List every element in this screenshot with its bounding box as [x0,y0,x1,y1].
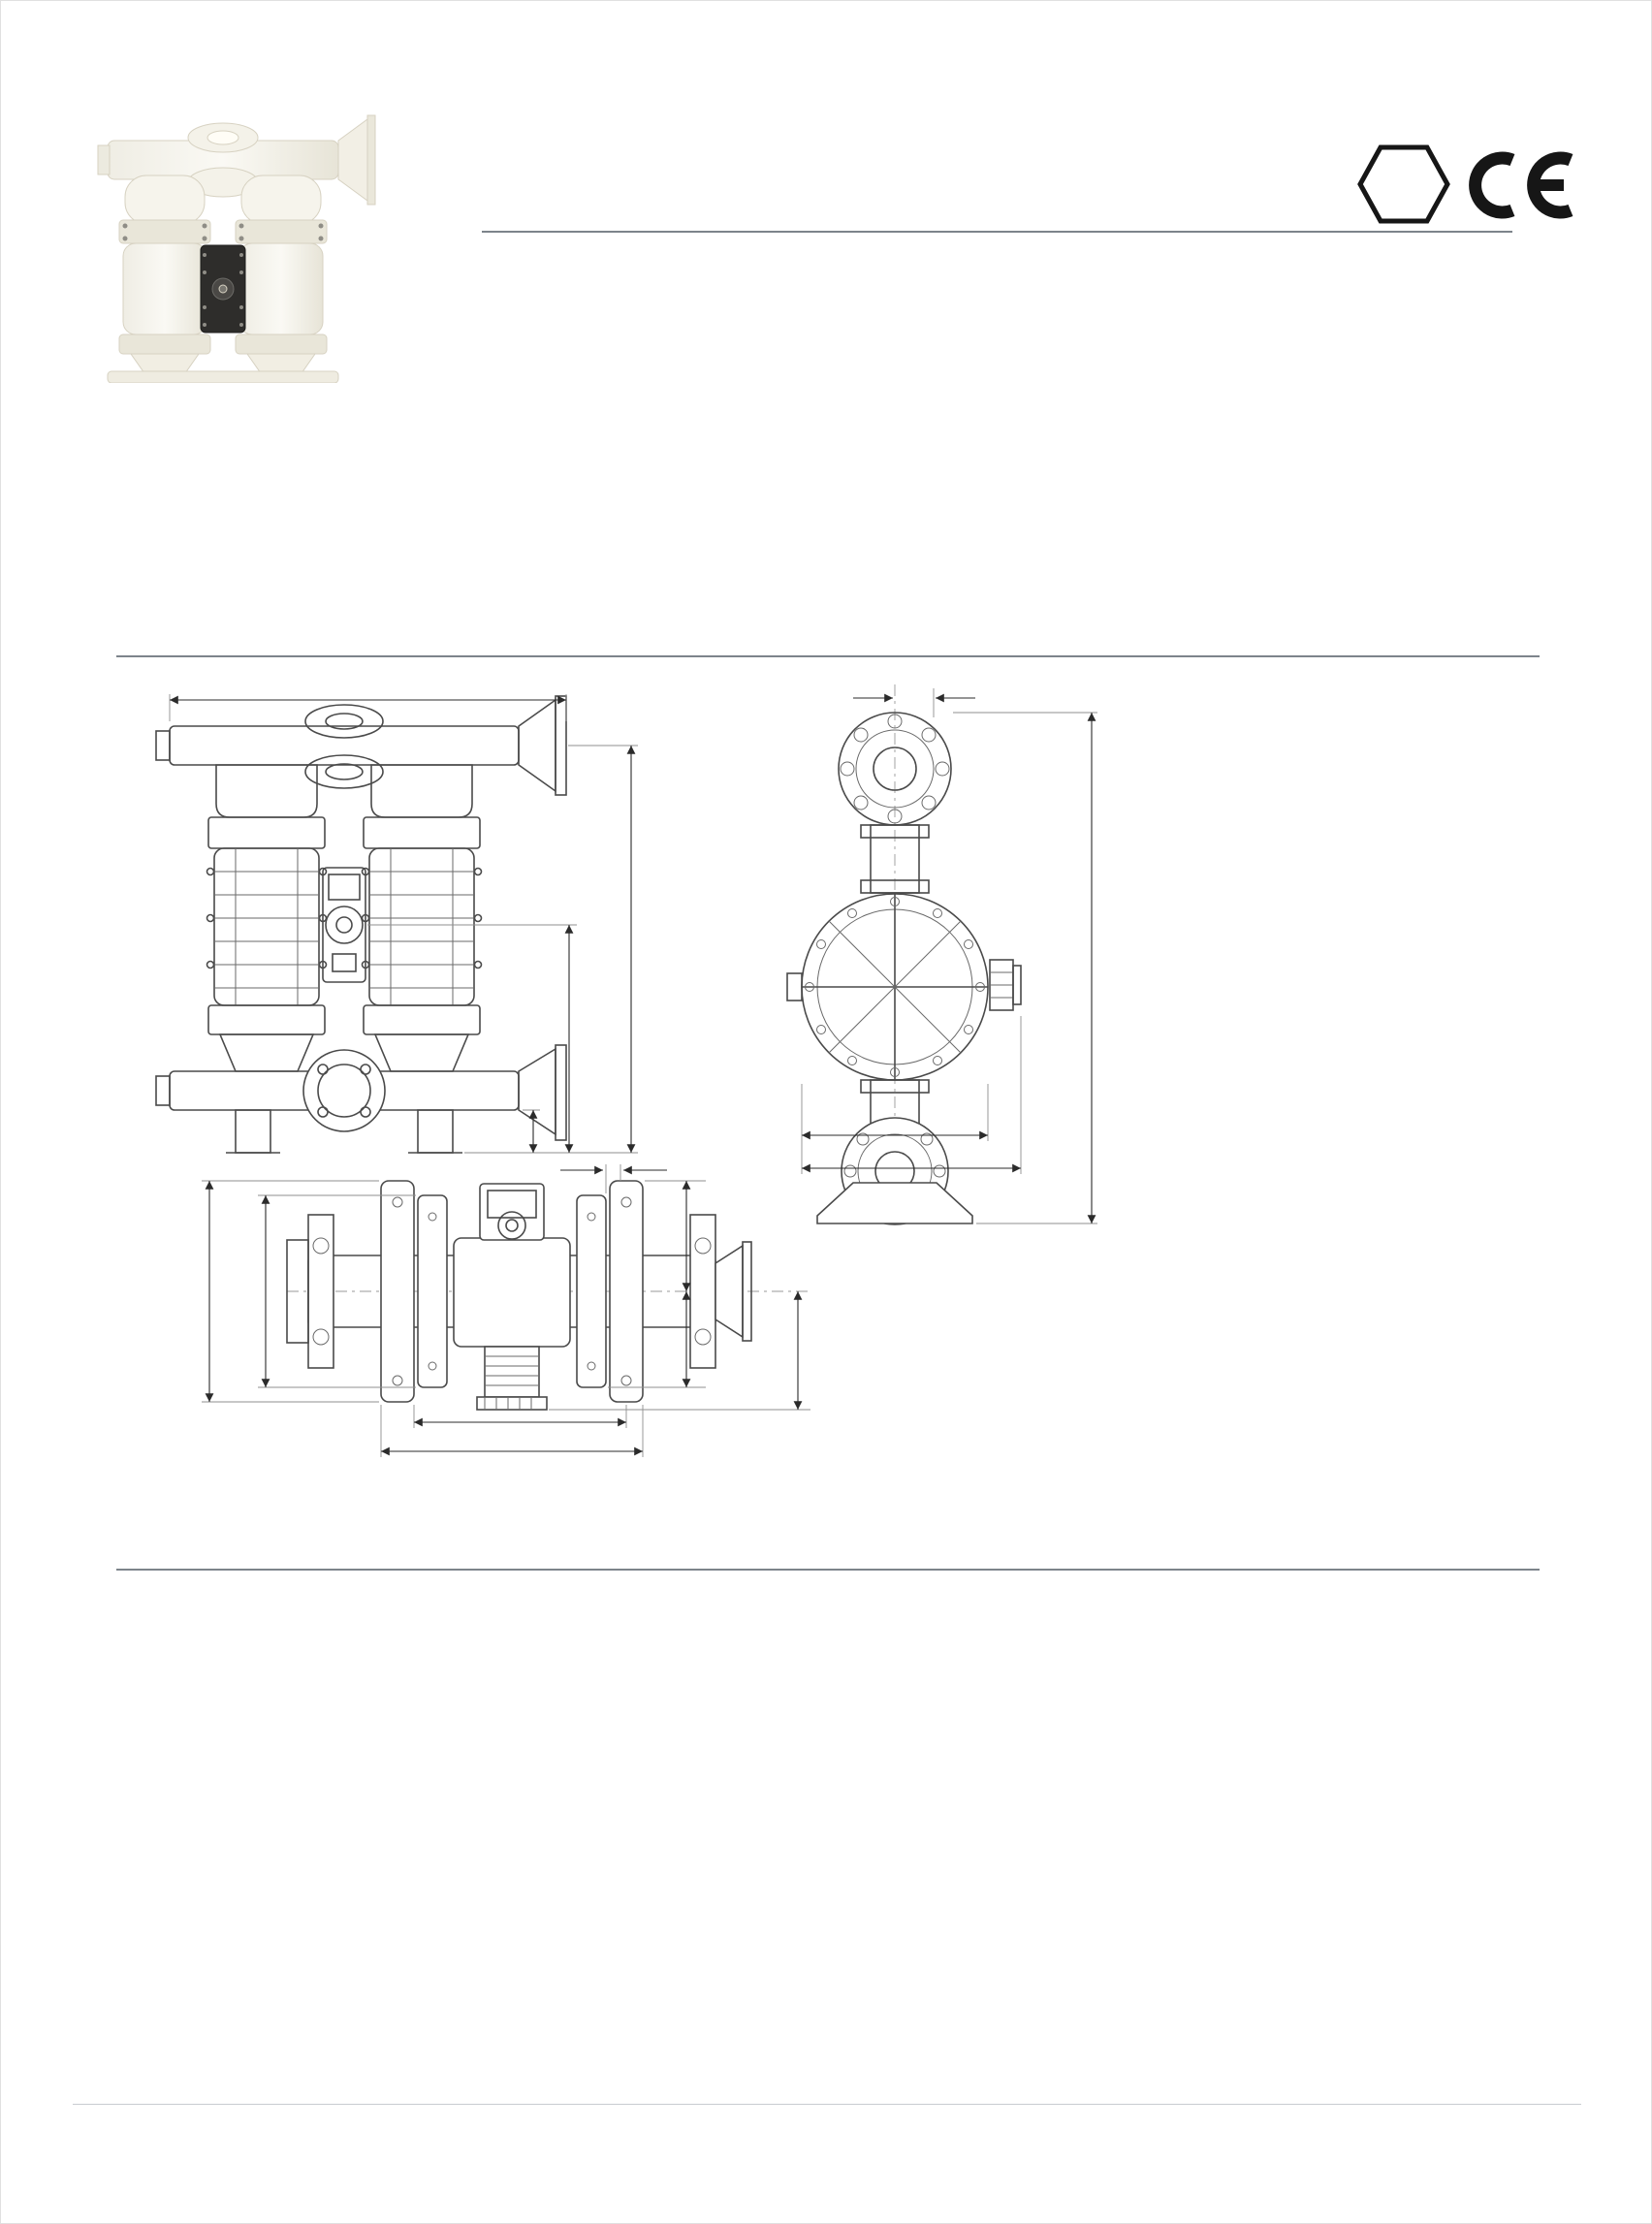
perf-chart-teflon [785,1600,1522,1978]
front-view-drawing [102,671,664,1175]
ex-atex-icon [1355,142,1452,227]
perf-chart-thermoplastic [73,1600,810,1978]
side-view-dimensions [785,667,1097,1223]
footer-divider [73,2104,1581,2105]
pump-product-photo [82,92,383,383]
ce-mark-icon [1462,151,1578,219]
dimensions-divider [116,655,1540,657]
side-view-art [787,713,1021,1224]
curves-divider [116,1569,1540,1571]
performance-block [892,254,1241,275]
bottom-view-drawing [163,1149,880,1478]
curves-heading-row [116,1509,124,1555]
dimensions-heading-row [116,593,142,640]
front-view-art [156,696,566,1153]
bottom-view-art [287,1181,751,1410]
pump-photo-art [98,115,375,383]
title-divider [482,231,1512,233]
